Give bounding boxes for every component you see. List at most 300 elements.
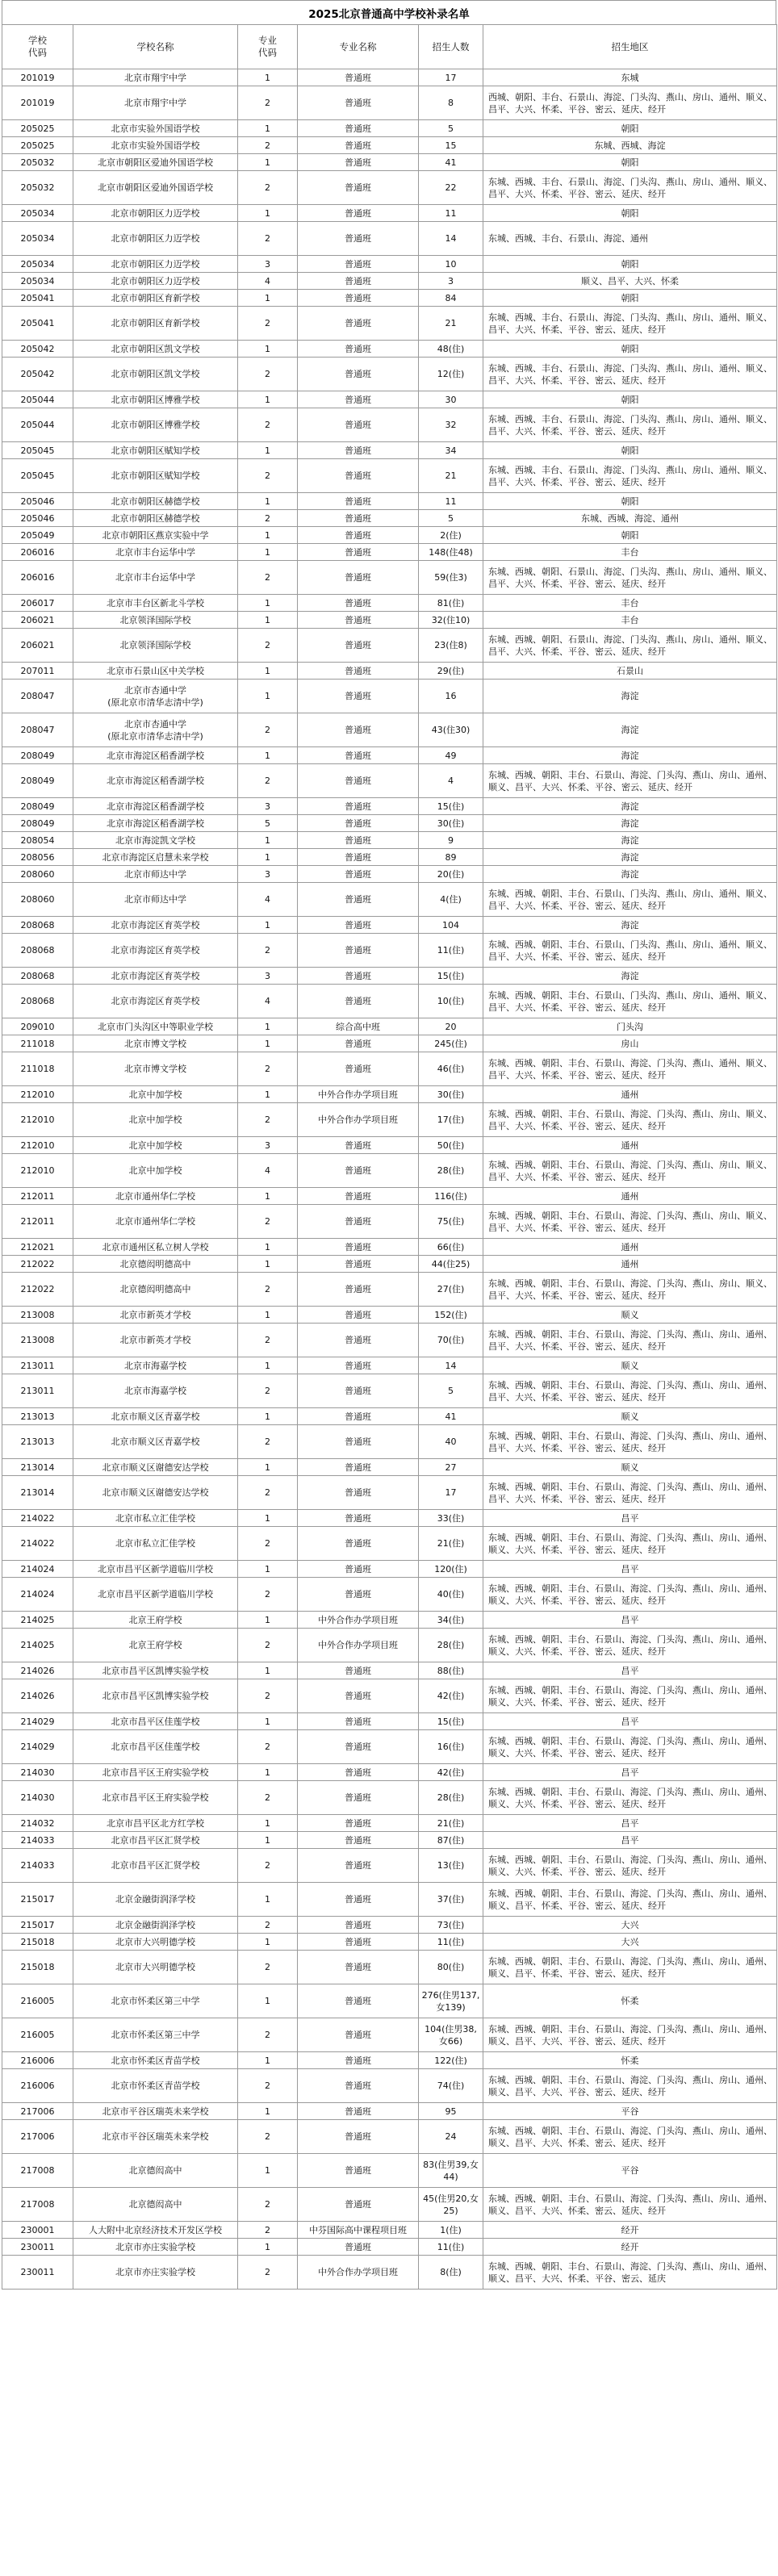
cell-school-name: 北京市石景山区中关学校 [73,663,238,680]
table-row [2,612,777,629]
table-row [2,1662,777,1679]
cell-major-code: 4 [238,1154,298,1188]
cell-major-code: 1 [238,832,298,849]
cell-quota: 73(住) [419,1917,483,1934]
cell-area: 东城、西城、朝阳、丰台、石景山、海淀、门头沟、燕山、房山、通州、顺义、大兴、怀柔、平谷、密云、延庆、经开 [483,1679,777,1713]
cell-major-name: 普通班 [298,561,419,595]
cell-major-code: 2 [238,510,298,527]
cell-area: 大兴 [483,1934,777,1951]
table-row [2,2052,777,2069]
cell-school-code: 208054 [2,832,73,849]
cell-major-name: 普通班 [298,1459,419,1476]
cell-school-code: 230001 [2,2222,73,2239]
cell-area: 东城、西城、朝阳、丰台、石景山、海淀、门头沟、燕山、房山、顺义、昌平、大兴、怀柔、平谷、密云、延庆、经开 [483,1273,777,1307]
cell-school-code: 201019 [2,86,73,120]
cell-major-name: 普通班 [298,2052,419,2069]
cell-major-code: 2 [238,1578,298,1612]
table-row [2,1154,777,1188]
cell-major-code: 2 [238,222,298,256]
cell-major-code: 1 [238,544,298,561]
table-row [2,2239,777,2256]
cell-quota: 21 [419,459,483,493]
table-row [2,154,777,171]
cell-major-code: 1 [238,527,298,544]
cell-quota: 34(住) [419,1612,483,1629]
cell-quota: 104 [419,917,483,934]
cell-major-name: 普通班 [298,1679,419,1713]
header-school-name: 学校名称 [73,25,238,69]
cell-major-code: 2 [238,1205,298,1239]
cell-area: 东城、西城、朝阳、丰台、石景山、海淀、门头沟、燕山、房山、通州、顺义、大兴、怀柔、平谷、密云、延庆、经开 [483,1781,777,1815]
cell-quota: 22 [419,171,483,205]
table-row [2,2256,777,2290]
cell-area: 东城、西城、丰台、石景山、海淀、门头沟、燕山、房山、通州、顺义、昌平、大兴、怀柔、平谷、密云、延庆、经开 [483,459,777,493]
cell-major-name: 普通班 [298,866,419,883]
cell-area: 东城、西城、朝阳、丰台、石景山、海淀、门头沟、燕山、房山、通州、顺义、大兴、怀柔、平谷、密云、延庆、经开 [483,1629,777,1662]
cell-school-code: 213011 [2,1374,73,1408]
cell-major-code: 2 [238,307,298,341]
cell-major-code: 2 [238,1324,298,1357]
table-row [2,832,777,849]
cell-school-name: 北京市海淀区育英学校 [73,968,238,985]
cell-major-name: 普通班 [298,1917,419,1934]
cell-area: 朝阳 [483,391,777,408]
cell-major-code: 4 [238,273,298,290]
cell-major-code: 1 [238,1408,298,1425]
cell-quota: 32(住10) [419,612,483,629]
cell-major-code: 2 [238,561,298,595]
table-row [2,663,777,680]
cell-quota: 44(住25) [419,1256,483,1273]
cell-school-code: 213013 [2,1408,73,1425]
cell-quota: 50(住) [419,1137,483,1154]
cell-major-code: 2 [238,764,298,798]
table-row [2,680,777,713]
cell-quota: 42(住) [419,1764,483,1781]
cell-quota: 11(住) [419,2239,483,2256]
table-row [2,1629,777,1662]
cell-school-name: 北京市海嘉学校 [73,1374,238,1408]
table-row [2,527,777,544]
cell-quota: 17 [419,69,483,86]
cell-quota: 21(住) [419,1527,483,1561]
cell-school-name: 北京市海淀区稻香湖学校 [73,747,238,764]
cell-major-name: 普通班 [298,1205,419,1239]
table-row [2,1984,777,2018]
cell-area: 东城、西城、朝阳、丰台、石景山、海淀、门头沟、燕山、房山、顺义、昌平、大兴、怀柔、平谷、密云、延庆、经开 [483,1205,777,1239]
table-row [2,307,777,341]
cell-major-name: 普通班 [298,544,419,561]
table-row [2,341,777,358]
table-row [2,1730,777,1764]
cell-school-name: 北京市新英才学校 [73,1307,238,1324]
cell-major-code: 2 [238,1103,298,1137]
table-row [2,1035,777,1052]
cell-major-name: 普通班 [298,341,419,358]
cell-school-code: 208068 [2,968,73,985]
cell-major-name: 普通班 [298,1154,419,1188]
cell-quota: 83(住男39,女44) [419,2154,483,2188]
cell-major-code: 1 [238,120,298,137]
cell-school-code: 211018 [2,1052,73,1086]
cell-area: 怀柔 [483,1984,777,2018]
page-title: 2025北京普通高中学校补录名单 [2,0,776,24]
cell-school-code: 214030 [2,1764,73,1781]
cell-major-name: 普通班 [298,1951,419,1984]
cell-major-name: 普通班 [298,307,419,341]
cell-school-name: 北京市师达中学 [73,866,238,883]
cell-school-code: 209010 [2,1018,73,1035]
cell-school-code: 212010 [2,1103,73,1137]
table-row [2,1510,777,1527]
cell-major-name: 普通班 [298,1137,419,1154]
cell-major-code: 1 [238,1832,298,1849]
cell-major-code: 1 [238,1459,298,1476]
cell-school-code: 208047 [2,713,73,747]
cell-school-name: 北京市亦庄实验学校 [73,2256,238,2290]
cell-area: 东城、西城、朝阳、丰台、石景山、海淀、门头沟、燕山、通州、顺义、昌平、大兴、怀柔、平谷、密云、延庆、经开 [483,1052,777,1086]
cell-major-code: 2 [238,1629,298,1662]
table-row [2,798,777,815]
cell-major-name: 普通班 [298,86,419,120]
table-body [2,69,777,2290]
cell-major-code: 1 [238,69,298,86]
cell-major-name: 普通班 [298,713,419,747]
cell-school-code: 206021 [2,612,73,629]
cell-area: 东城、西城、朝阳、丰台、石景山、门头沟、燕山、房山、通州、顺义、昌平、大兴、怀柔、平谷、密云、延庆、经开 [483,985,777,1018]
cell-major-name: 普通班 [298,1324,419,1357]
cell-area: 顺义、昌平、大兴、怀柔 [483,273,777,290]
cell-major-code: 1 [238,2103,298,2120]
cell-major-name: 普通班 [298,917,419,934]
cell-major-name: 普通班 [298,1307,419,1324]
table-row [2,866,777,883]
cell-school-code: 212010 [2,1137,73,1154]
cell-major-code: 2 [238,1527,298,1561]
table-row [2,408,777,442]
cell-major-code: 1 [238,1018,298,1035]
cell-major-code: 1 [238,1713,298,1730]
cell-area: 通州 [483,1188,777,1205]
cell-school-name: 北京中加学校 [73,1103,238,1137]
cell-quota: 4 [419,764,483,798]
cell-school-name: 北京市怀柔区青苗学校 [73,2069,238,2103]
cell-quota: 11 [419,493,483,510]
cell-school-name: 北京市朝阳区力迈学校 [73,273,238,290]
cell-school-name: 北京市亦庄实验学校 [73,2239,238,2256]
cell-area: 东城、西城、朝阳、丰台、石景山、海淀、门头沟、燕山、房山、通州、顺义、昌平、大兴、平谷、密云、延庆、经开 [483,2018,777,2052]
cell-area: 顺义 [483,1307,777,1324]
cell-school-name: 北京市昌平区佳莲学校 [73,1730,238,1764]
cell-quota: 4(住) [419,883,483,917]
cell-school-code: 215017 [2,1917,73,1934]
cell-quota: 14 [419,1357,483,1374]
cell-school-code: 216005 [2,1984,73,2018]
cell-school-name: 北京市丰台运华中学 [73,561,238,595]
cell-area: 昌平 [483,1612,777,1629]
cell-school-code: 214025 [2,1612,73,1629]
cell-major-name: 普通班 [298,510,419,527]
cell-major-name: 普通班 [298,120,419,137]
cell-school-code: 217008 [2,2154,73,2188]
cell-school-name: 北京市昌平区王府实验学校 [73,1781,238,1815]
cell-area: 平谷 [483,2103,777,2120]
cell-quota: 24 [419,2120,483,2154]
table-row [2,69,777,86]
cell-school-name: 北京市昌平区北方红学校 [73,1815,238,1832]
cell-school-name: 北京市朝阳区爱迪外国语学校 [73,154,238,171]
cell-major-code: 3 [238,866,298,883]
cell-area: 东城、西城、海淀 [483,137,777,154]
cell-quota: 104(住男38,女66) [419,2018,483,2052]
cell-school-code: 206016 [2,561,73,595]
cell-area: 东城、西城、朝阳、丰台、石景山、海淀、门头沟、燕山、房山、通州、顺义、昌平、怀柔、平谷、密云、延庆、经开 [483,1951,777,1984]
table-row [2,1137,777,1154]
cell-school-code: 205041 [2,290,73,307]
cell-major-name: 普通班 [298,493,419,510]
header-quota: 招生人数 [419,25,483,69]
cell-major-name: 中芬国际高中课程项目班 [298,2222,419,2239]
cell-area: 昌平 [483,1832,777,1849]
cell-school-name: 北京市通州华仁学校 [73,1188,238,1205]
table-row [2,2018,777,2052]
cell-school-name: 北京市海淀凯文学校 [73,832,238,849]
cell-school-code: 216006 [2,2069,73,2103]
table-row [2,815,777,832]
cell-school-code: 212010 [2,1086,73,1103]
cell-school-name: 北京市怀柔区青苗学校 [73,2052,238,2069]
cell-school-name: 北京市通州华仁学校 [73,1205,238,1239]
cell-area: 通州 [483,1137,777,1154]
cell-area: 东城、西城、朝阳、丰台、石景山、海淀、门头沟、燕山、房山、顺义、昌平、大兴、怀柔、平谷、密云、延庆、经开 [483,1154,777,1188]
cell-major-name: 普通班 [298,2188,419,2222]
cell-major-code: 2 [238,1052,298,1086]
cell-school-name: 北京市实验外国语学校 [73,137,238,154]
cell-major-name: 普通班 [298,1374,419,1408]
cell-major-code: 4 [238,985,298,1018]
cell-quota: 1(住) [419,2222,483,2239]
cell-quota: 74(住) [419,2069,483,2103]
cell-major-code: 1 [238,442,298,459]
cell-school-name: 北京市海淀区育英学校 [73,985,238,1018]
cell-major-code: 1 [238,154,298,171]
cell-major-name: 普通班 [298,222,419,256]
cell-major-code: 1 [238,205,298,222]
table-row [2,1849,777,1883]
cell-area: 东城 [483,69,777,86]
table-row [2,1713,777,1730]
cell-school-code: 212010 [2,1154,73,1188]
table-row [2,86,777,120]
table-row [2,120,777,137]
cell-school-code: 212011 [2,1188,73,1205]
table-row [2,391,777,408]
cell-school-name: 北京市怀柔区第三中学 [73,2018,238,2052]
cell-quota: 87(住) [419,1832,483,1849]
cell-school-name: 北京市顺义区谢德安达学校 [73,1476,238,1510]
cell-major-name: 普通班 [298,1815,419,1832]
cell-major-code: 2 [238,713,298,747]
table-row [2,493,777,510]
table-row [2,1086,777,1103]
table-row [2,1374,777,1408]
cell-area: 东城、西城、朝阳、丰台、石景山、海淀、门头沟、燕山、房山、通州、顺义、昌平、大兴、怀柔、平谷、密云、延庆 [483,2256,777,2290]
table-row [2,747,777,764]
cell-quota: 75(住) [419,1205,483,1239]
cell-area: 海淀 [483,815,777,832]
cell-area: 东城、西城、朝阳、丰台、石景山、海淀、门头沟、燕山、房山、通州、顺义、昌平、大兴、怀柔、密云、延庆、经开 [483,2120,777,2154]
cell-school-code: 208047 [2,680,73,713]
table-row [2,595,777,612]
table-row [2,629,777,663]
cell-quota: 152(住) [419,1307,483,1324]
cell-quota: 16(住) [419,1730,483,1764]
cell-school-name: 北京市朝阳区力迈学校 [73,222,238,256]
cell-major-code: 1 [238,1934,298,1951]
cell-major-name: 普通班 [298,1561,419,1578]
cell-major-name: 普通班 [298,2069,419,2103]
cell-major-name: 普通班 [298,1662,419,1679]
cell-area: 东城、西城、朝阳、丰台、石景山、海淀、门头沟、燕山、房山、通州、昌平、大兴、怀柔、平谷、密云、延庆、经开 [483,1476,777,1510]
cell-major-code: 2 [238,86,298,120]
cell-area: 东城、西城、丰台、石景山、海淀、门头沟、燕山、房山、通州、顺义、昌平、大兴、怀柔、平谷、密云、延庆、经开 [483,307,777,341]
cell-quota: 48(住) [419,341,483,358]
cell-quota: 20 [419,1018,483,1035]
cell-school-code: 205044 [2,391,73,408]
cell-area: 东城、西城、朝阳、石景山、海淀、门头沟、燕山、房山、通州、顺义、昌平、大兴、怀柔、平谷、密云、延庆、经开 [483,561,777,595]
cell-school-code: 213014 [2,1476,73,1510]
cell-area: 东城、西城、丰台、石景山、海淀、门头沟、燕山、房山、通州、顺义、昌平、大兴、怀柔、平谷、密云、延庆、经开 [483,358,777,391]
table-row [2,2120,777,2154]
header-major-code: 专业 代码 [238,25,298,69]
table-row [2,2154,777,2188]
cell-school-code: 208060 [2,883,73,917]
cell-quota: 70(住) [419,1324,483,1357]
cell-quota: 40(住) [419,1578,483,1612]
cell-major-code: 1 [238,2052,298,2069]
table-row [2,273,777,290]
cell-school-name: 北京市平谷区瑞英未来学校 [73,2103,238,2120]
cell-area: 顺义 [483,1357,777,1374]
cell-quota: 88(住) [419,1662,483,1679]
cell-major-name: 普通班 [298,1713,419,1730]
cell-school-name: 北京德闳明德高中 [73,1273,238,1307]
header-school-code: 学校 代码 [2,25,73,69]
cell-major-name: 普通班 [298,849,419,866]
cell-major-code: 2 [238,1730,298,1764]
cell-major-code: 1 [238,493,298,510]
cell-area: 昌平 [483,1510,777,1527]
cell-quota: 17 [419,1476,483,1510]
cell-major-name: 普通班 [298,2103,419,2120]
cell-school-name: 北京市翔宇中学 [73,69,238,86]
cell-area: 东城、西城、朝阳、丰台、石景山、海淀、门头沟、燕山、房山、通州、顺义、昌平、大兴、平谷、密云、延庆、经开 [483,2069,777,2103]
cell-major-name: 普通班 [298,629,419,663]
cell-school-code: 214026 [2,1662,73,1679]
cell-major-code: 1 [238,1188,298,1205]
cell-area: 海淀 [483,849,777,866]
cell-area: 丰台 [483,595,777,612]
cell-quota: 2(住) [419,527,483,544]
cell-major-name: 普通班 [298,290,419,307]
cell-area: 经开 [483,2239,777,2256]
cell-major-name: 普通班 [298,69,419,86]
table-row [2,1324,777,1357]
cell-school-name: 北京市朝阳区育新学校 [73,307,238,341]
cell-area: 通州 [483,1086,777,1103]
cell-major-code: 2 [238,358,298,391]
cell-school-code: 213011 [2,1357,73,1374]
cell-major-name: 普通班 [298,1052,419,1086]
cell-major-name: 普通班 [298,815,419,832]
cell-quota: 21 [419,307,483,341]
cell-area: 朝阳 [483,256,777,273]
cell-school-name: 北京市大兴明德学校 [73,1951,238,1984]
cell-quota: 59(住3) [419,561,483,595]
cell-quota: 15 [419,137,483,154]
cell-major-code: 1 [238,1307,298,1324]
table-row [2,1018,777,1035]
cell-major-code: 2 [238,1917,298,1934]
cell-quota: 10(住) [419,985,483,1018]
cell-quota: 33(住) [419,1510,483,1527]
cell-school-code: 212022 [2,1256,73,1273]
cell-area: 朝阳 [483,205,777,222]
cell-major-name: 中外合作办学项目班 [298,1103,419,1137]
cell-major-name: 普通班 [298,747,419,764]
cell-school-code: 213008 [2,1307,73,1324]
cell-quota: 21(住) [419,1815,483,1832]
cell-school-code: 214024 [2,1561,73,1578]
cell-major-name: 中外合作办学项目班 [298,1612,419,1629]
cell-major-code: 1 [238,1561,298,1578]
table-row [2,1934,777,1951]
cell-school-code: 213008 [2,1324,73,1357]
cell-major-code: 1 [238,680,298,713]
table-row [2,1561,777,1578]
cell-major-name: 普通班 [298,663,419,680]
cell-area: 朝阳 [483,527,777,544]
cell-quota: 27(住) [419,1273,483,1307]
cell-school-name: 北京市昌平区凯博实验学校 [73,1679,238,1713]
table-row [2,713,777,747]
cell-quota: 10 [419,256,483,273]
cell-school-code: 216005 [2,2018,73,2052]
cell-major-name: 普通班 [298,358,419,391]
cell-school-name: 北京市私立汇佳学校 [73,1510,238,1527]
cell-major-code: 2 [238,171,298,205]
cell-school-name: 北京市大兴明德学校 [73,1934,238,1951]
cell-quota: 13(住) [419,1849,483,1883]
header-area: 招生地区 [483,25,777,69]
cell-area: 东城、西城、朝阳、丰台、石景山、海淀、门头沟、燕山、房山、通州、昌平、大兴、怀柔、平谷、密云、延庆、经开 [483,1324,777,1357]
cell-school-name: 北京市海淀区稻香湖学校 [73,764,238,798]
cell-major-name: 普通班 [298,1764,419,1781]
cell-quota: 11(住) [419,1934,483,1951]
cell-quota: 30(住) [419,1086,483,1103]
cell-major-name: 普通班 [298,1578,419,1612]
cell-major-name: 普通班 [298,1781,419,1815]
cell-major-code: 1 [238,1256,298,1273]
cell-school-code: 205041 [2,307,73,341]
cell-school-code: 205025 [2,137,73,154]
cell-school-name: 北京市朝阳区博雅学校 [73,391,238,408]
cell-major-code: 2 [238,2120,298,2154]
table-row [2,1188,777,1205]
cell-school-code: 205045 [2,442,73,459]
table-row [2,358,777,391]
table-row [2,1764,777,1781]
